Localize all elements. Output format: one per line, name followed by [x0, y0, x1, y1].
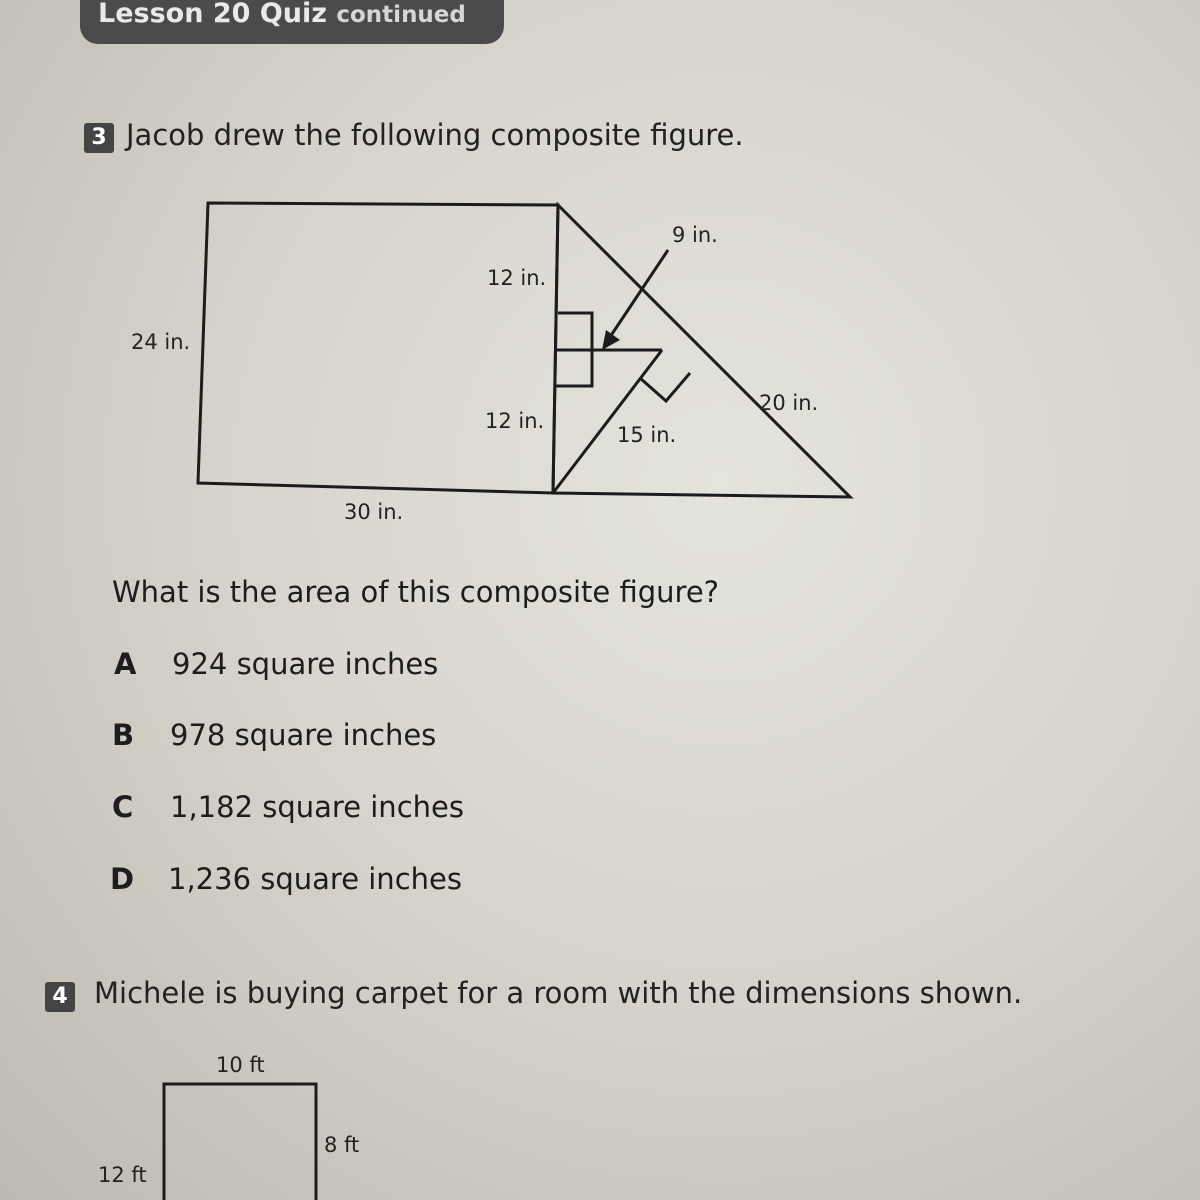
choice-b[interactable]	[112, 718, 436, 752]
label-24in: 24 in.	[131, 330, 191, 354]
label-12ft: 12 ft	[98, 1163, 147, 1187]
label-12in-upper: 12 in.	[487, 266, 547, 290]
choice-b-text: 978 square inches	[170, 718, 437, 752]
choice-d-text: 1,236 square inches	[168, 862, 462, 896]
choice-c[interactable]	[112, 790, 464, 824]
right-angle-marker-lower	[556, 350, 592, 386]
nine-inch-arrow-line	[604, 250, 668, 346]
room-shape	[164, 1084, 316, 1200]
label-9in: 9 in.	[672, 223, 718, 247]
choice-b-letter: B	[112, 718, 135, 752]
label-10ft: 10 ft	[216, 1053, 265, 1077]
question-4-text: Michele is buying carpet for a room with the dimensions shown.	[94, 976, 1023, 1010]
label-8ft: 8 ft	[324, 1133, 360, 1157]
question-3-text: Jacob drew the following composite figure.	[126, 118, 744, 152]
inner-slant-line	[553, 350, 662, 493]
question-4-number: 4	[45, 982, 75, 1012]
choice-a-letter: A	[114, 647, 137, 681]
label-15in: 15 in.	[617, 423, 677, 447]
lesson-number: Lesson 20	[98, 0, 251, 29]
choice-a[interactable]	[114, 647, 438, 681]
choice-d-letter: D	[110, 862, 135, 896]
choice-a-text: 924 square inches	[172, 647, 439, 681]
quiz-label: Quiz	[259, 0, 327, 29]
choice-c-letter: C	[112, 790, 134, 824]
right-angle-marker-upper	[558, 313, 592, 350]
rectangle-shape	[198, 203, 558, 493]
choice-d[interactable]	[110, 862, 462, 896]
choice-c-text: 1,182 square inches	[170, 790, 464, 824]
label-30in: 30 in.	[344, 500, 404, 524]
continued-label: continued	[336, 2, 466, 28]
question-3-number: 3	[84, 123, 114, 153]
label-20in: 20 in.	[759, 391, 819, 415]
question-3-prompt: What is the area of this composite figure?	[112, 575, 720, 609]
right-angle-marker-diagonal	[640, 373, 690, 401]
label-12in-lower: 12 in.	[485, 409, 545, 433]
